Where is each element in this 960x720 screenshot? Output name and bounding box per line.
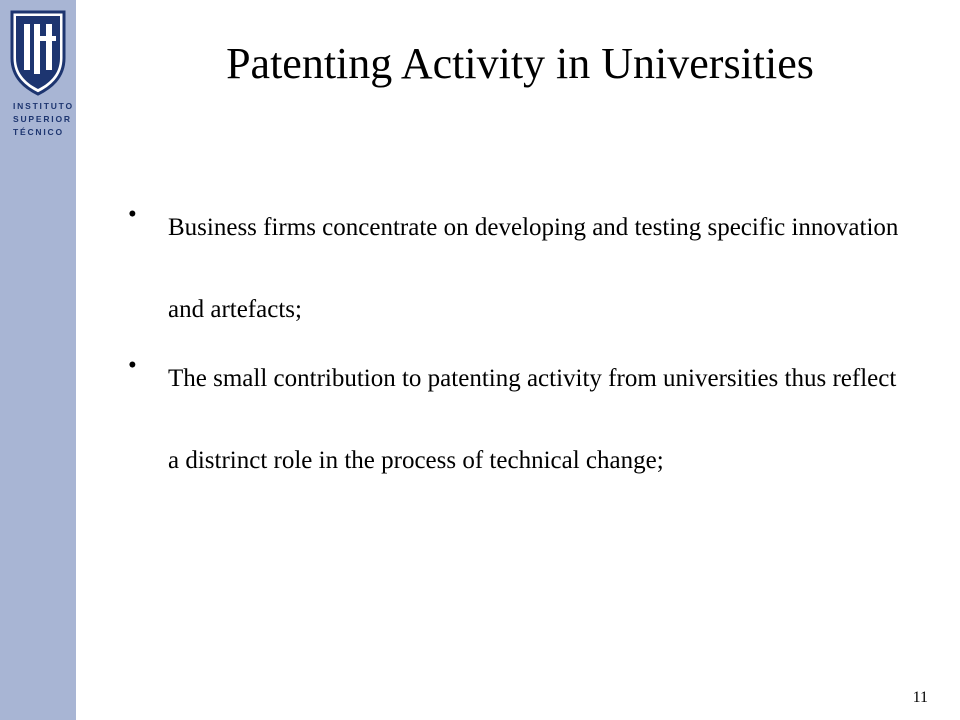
institution-logo: [6, 8, 74, 144]
logo-line: INSTITUTO: [13, 101, 74, 111]
bullet-item: [128, 338, 908, 502]
sidebar-band: [0, 0, 76, 720]
logo-line: TÉCNICO: [13, 127, 64, 137]
page-number: 11: [912, 689, 928, 706]
shield-logo-icon: [6, 8, 70, 96]
bullet-text: The small contribution to patenting activity from universities thus reflect a distrinct role in the process of technical change;: [168, 365, 897, 474]
bullet-list: [128, 200, 908, 502]
bullet-marker-icon: •: [128, 201, 137, 228]
logo-wordmark: [6, 100, 74, 139]
bullet-marker-icon: •: [128, 352, 137, 379]
bullet-item: [128, 187, 908, 351]
slide-title: Patenting Activity in Universities: [226, 39, 814, 88]
logo-line: SUPERIOR: [13, 114, 72, 124]
bullet-text: Business firms concentrate on developing and testing specific innovation and artefacts;: [168, 214, 899, 323]
